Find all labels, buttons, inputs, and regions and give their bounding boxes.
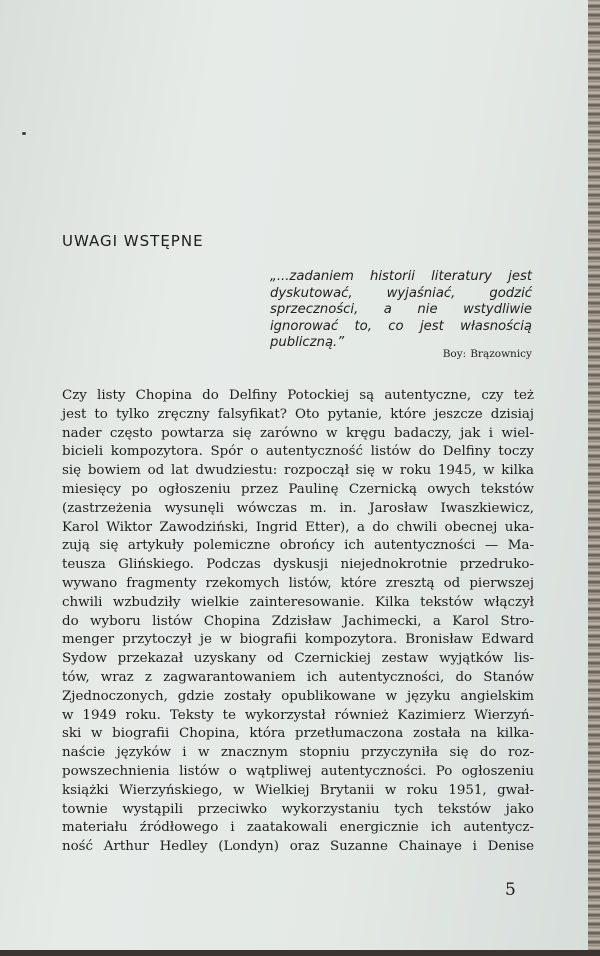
epigraph-line: „...zadaniem historii literatury jest [270,269,532,284]
epigraph-line: sprzeczności, a nie wstydliwie [270,302,532,318]
epigraph-line: publiczną.” [270,335,345,351]
body-line: townie wystąpili przeciwko wykorzystaniu tych tekstów jako [62,801,534,817]
body-line: w 1949 roku. Teksty te wykorzystał również Kazimierz Wierzyń- [62,707,534,723]
epigraph [270,269,532,352]
body-line: (zastrzeżenia wysunęli wówczas m. in. Jarosław Iwaszkiewicz, [62,500,534,516]
body-line: materiału źródłowego i zaatakowali energicznie ich autentycz- [62,820,534,836]
body-line: się bowiem od lat dwudziestu: rozpoczął się w roku 1945, w kilka [62,463,534,479]
body-line: miesięcy po ogłoszeniu przez Paulinę Czernicką owych tekstów [62,481,534,497]
body-line: ski w biografii Chopina, która przetłumaczona została na kilka- [62,726,534,742]
body-line: chwili wzbudziły wielkie zainteresowanie. Kilka tekstów włączył [62,594,534,610]
epigraph-source: Brązownicy [470,348,532,360]
chapter-heading: UWAGI WSTĘPNE [62,232,204,250]
body-line: bicieli kompozytora. Spór o autentyczność listów do Delfiny toczy [62,444,534,460]
epigraph-author: Boy: [442,348,467,360]
page-bottom-edge [0,950,600,956]
body-line: Czy listy Chopina do Delfiny Potockiej są autentyczne, czy też [62,388,534,403]
adjacent-pages-edge [588,0,600,956]
epigraph-line: ignorować to, co jest własnością [270,318,532,334]
page-number: 5 [505,880,516,900]
body-line: zują się artykuły polemiczne obrońcy ich autentyczności — Ma- [62,538,534,554]
body-line: tów, wraz z zagwarantowaniem ich autentyczności, do Stanów [62,669,534,685]
body-line: naście języków i w znacznym stopniu przyczyniła się do roz- [62,745,534,761]
body-line: menger przytoczył je w biografii kompozytora. Bronisław Edward [62,632,534,648]
ink-speck [22,132,26,135]
body-line: książki Wierzyńskiego, w Wielkiej Brytanii w roku 1951, gwał- [62,782,534,798]
epigraph-attribution [270,348,532,360]
body-text [62,387,534,857]
epigraph-line: dyskutować, wyjaśniać, godzić [270,285,532,301]
body-line: Sydow przekazał uzyskany od Czernickiej zestaw wyjątków lis- [62,651,534,667]
body-line: do wyboru listów Chopina Zdzisław Jachimecki, a Karol Stro- [62,613,534,629]
body-line: Karol Wiktor Zawodziński, Ingrid Etter), a do chwili obecnej uka- [62,519,534,535]
body-line: nader często powtarza się zarówno w kręgu badaczy, jak i wiel- [62,425,534,441]
body-line: Zjednoczonych, gdzie zostały opublikowane w języku angielskim [62,688,534,704]
body-line: jest to tylko zręczny falsyfikat? Oto pytanie, które jeszcze dzisiaj [62,406,534,422]
body-line: teusza Glińskiego. Podczas dyskusji niejednokrotnie przedruko- [62,557,534,573]
body-line: wywano fragmenty rzekomych listów, które zresztą od pierwszej [62,575,534,591]
body-line: ność Arthur Hedley (Londyn) oraz Suzanne Chainaye i Denise [62,839,534,855]
body-line: powszechnienia listów o wątpliwej autentyczności. Po ogłoszeniu [62,763,534,779]
